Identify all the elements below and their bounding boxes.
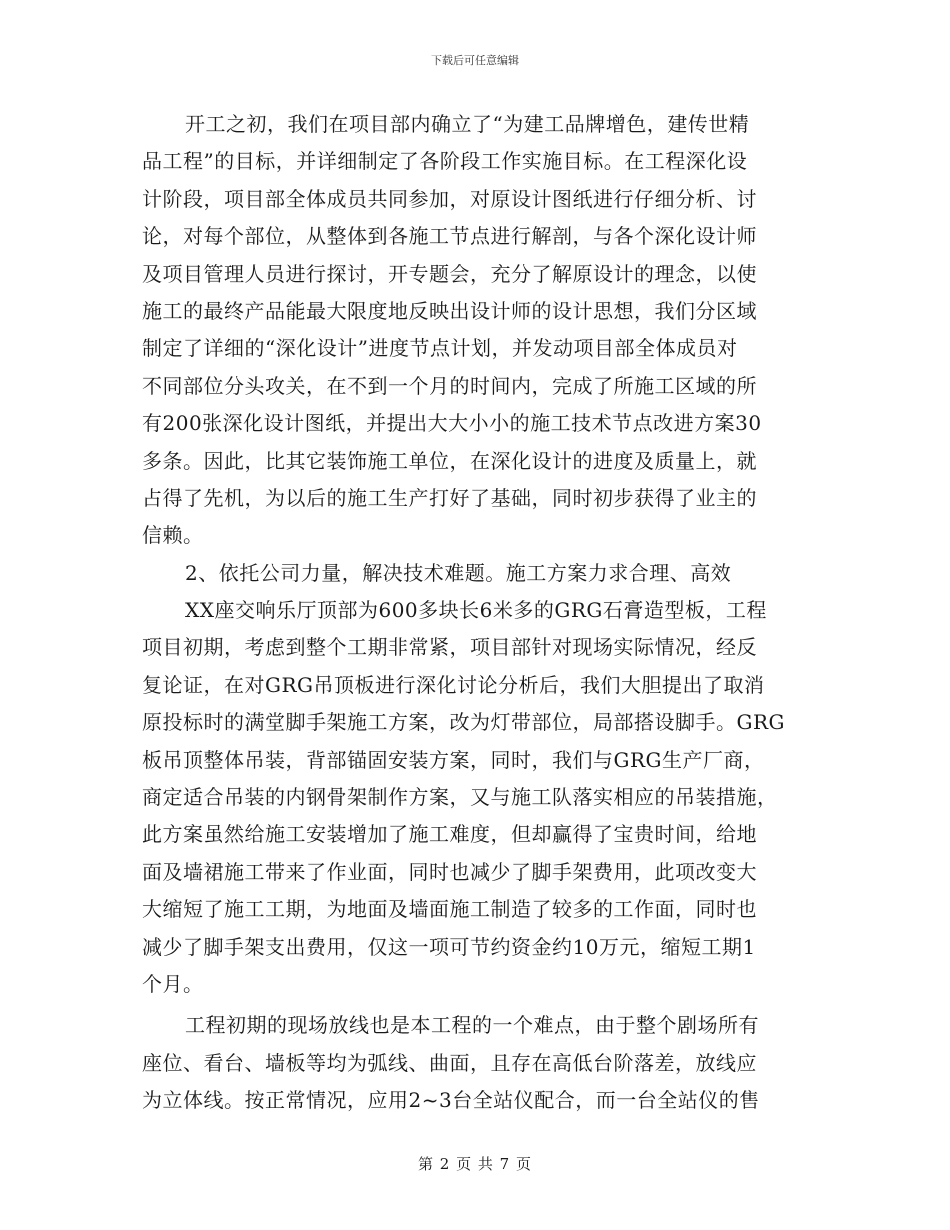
text-line: 减少了脚手架支出费用，仅这一项可节约资金约10万元，缩短工期1 — [142, 934, 756, 959]
text-line: 不同部位分头攻关，在不到一个月的时间内，完成了所施工区域的所 — [142, 373, 757, 398]
text-line: 制定了详细的“深化设计”进度节点计划，并发动项目部全体成员对 — [142, 336, 738, 361]
text-line: 信赖。 — [142, 523, 204, 548]
page-header: 下载后可任意编辑 — [431, 54, 519, 67]
text-line: 占得了先机，为以后的施工生产打好了基础，同时初步获得了业主的 — [142, 485, 757, 510]
text-line: 施工的最终产品能最大限度地反映出设计师的设计思想，我们分区域 — [142, 298, 757, 323]
text-line: 开工之初，我们在项目部内确立了“为建工品牌增色，建传世精 — [185, 112, 750, 136]
text-line: 品工程”的目标，并详细制定了各阶段工作实施目标。在工程深化设 — [142, 149, 748, 174]
text-line: 此方案虽然给施工安装增加了施工难度，但却赢得了宝贵时间，给地 — [142, 822, 757, 847]
document-body — [142, 106, 802, 1120]
text-line: 板吊顶整体吊装，背部锚固安装方案，同时，我们与GRG生产厂商， — [142, 747, 765, 772]
text-line: 计阶段，项目部全体成员共同参加，对原设计图纸进行仔细分析、讨 — [142, 186, 757, 211]
text-line: 论，对每个部位，从整体到各施工节点进行解剖，与各个深化设计师 — [142, 224, 757, 249]
section-heading: 2、依托公司力量，解决技术难题。施工方案力求合理、高效 — [185, 560, 732, 585]
text-line: 原投标时的满堂脚手架施工方案，改为灯带部位，局部搭设脚手。GRG — [142, 710, 786, 735]
text-line: 工程初期的现场放线也是本工程的一个难点，由于整个剧场所有 — [185, 1013, 759, 1038]
text-line: 座位、看台、墙板等均为弧线、曲面，且存在高低台阶落差，放线应 — [142, 1050, 757, 1075]
text-line: 商定适合吊装的内钢骨架制作方案，又与施工队落实相应的吊装措施， — [142, 785, 778, 810]
text-line: XX座交响乐厅顶部为600多块长6米多的GRG石膏造型板，工程 — [185, 598, 767, 623]
text-line: 及项目管理人员进行探讨，开专题会，充分了解原设计的理念，以使 — [142, 261, 757, 286]
text-line: 个月。 — [142, 971, 204, 996]
text-line: 复论证，在对GRG吊顶板进行深化讨论分析后，我们大胆提出了取消 — [142, 672, 765, 697]
text-line: 有200张深化设计图纸，并提出大大小小的施工技术节点改进方案30 — [142, 411, 762, 436]
text-line: 大缩短了施工工期，为地面及墙面施工制造了较多的工作面，同时也 — [142, 897, 757, 922]
text-line: 面及墙裙施工带来了作业面，同时也减少了脚手架费用，此项改变大 — [142, 859, 757, 884]
page-number: 第 2 页 共 7 页 — [418, 1155, 532, 1173]
text-line: 多条。因此，比其它装饰施工单位，在深化设计的进度及质量上，就 — [142, 448, 757, 473]
text-line: 项目初期，考虑到整个工期非常紧，项目部针对现场实际情况，经反 — [142, 635, 757, 660]
text-line: 为立体线。按正常情况，应用2~3台全站仪配合，而一台全站仪的售 — [142, 1088, 760, 1113]
